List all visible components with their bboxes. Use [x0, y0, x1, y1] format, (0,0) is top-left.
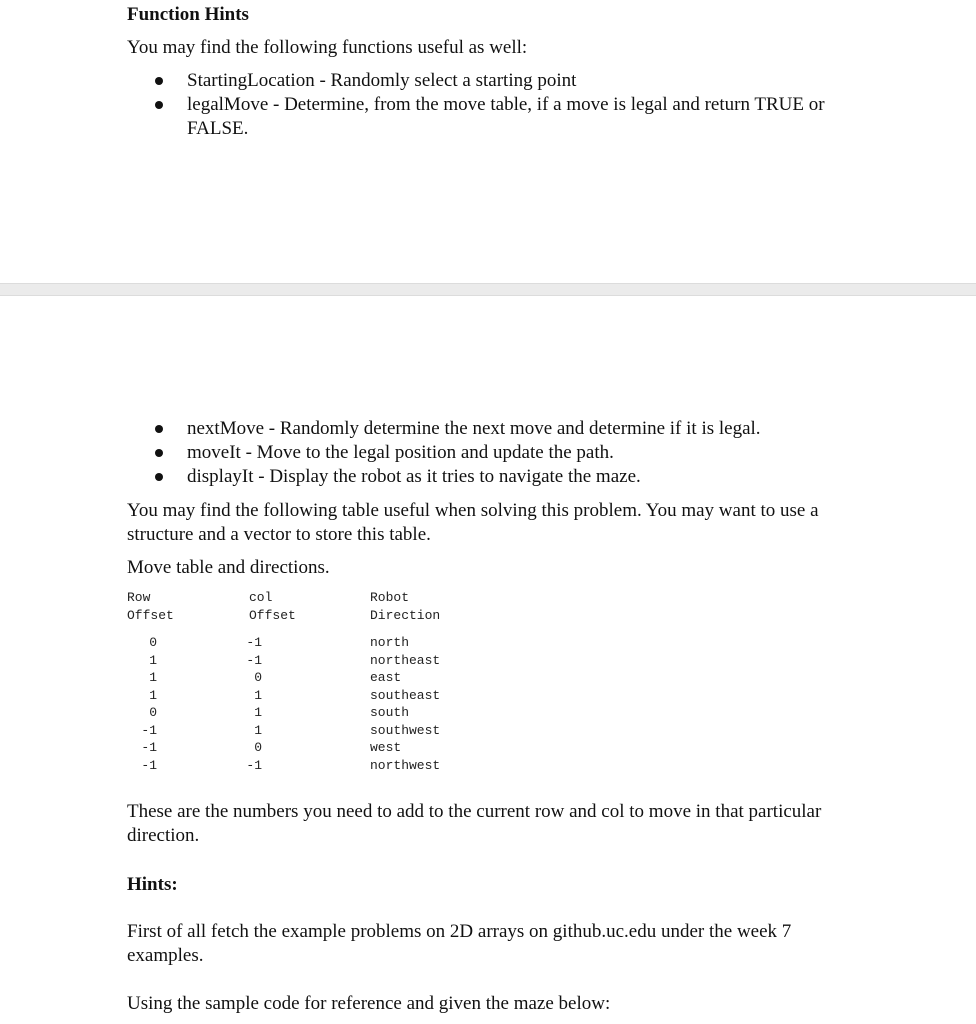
table-cell: -1 — [141, 722, 157, 738]
bullet-icon — [155, 77, 163, 85]
document-page-1 — [0, 0, 976, 283]
function-list-1 — [127, 69, 867, 141]
document-page-2 — [0, 296, 976, 1024]
function-list-2 — [127, 417, 867, 489]
hint-paragraph-2: Using the sample code for reference and given the maze below: — [127, 993, 611, 1014]
table-cell: east — [370, 670, 402, 685]
col-offset-column — [232, 634, 262, 774]
list-item: displayIt - Display the robot as it tries to navigate the maze. — [127, 465, 867, 489]
direction-column — [370, 634, 440, 774]
table-cell: 1 — [254, 705, 262, 720]
bullet-icon — [155, 425, 163, 433]
col-offset-header: col Offset — [249, 590, 296, 623]
table-cell: north — [370, 635, 410, 650]
function-hints-heading: Function Hints — [127, 4, 249, 25]
intro-paragraph: You may find the following functions useful as well: — [127, 37, 528, 58]
row-offset-header: Row Offset — [127, 590, 174, 623]
list-item: nextMove - Randomly determine the next move and determine if it is legal. — [127, 417, 867, 441]
list-item: StartingLocation - Randomly select a starting point — [127, 69, 867, 93]
table-cell: south — [370, 705, 410, 720]
table-cell: 0 — [149, 705, 157, 720]
table-cell: -1 — [246, 652, 262, 668]
table-cell: 0 — [149, 635, 157, 650]
table-cell: 0 — [254, 740, 262, 755]
table-cell: northwest — [370, 757, 441, 773]
table-cell: -1 — [141, 740, 157, 755]
bullet-icon — [155, 101, 163, 109]
list-item: legalMove - Determine, from the move table, if a move is legal and return TRUE or FALSE. — [127, 93, 867, 141]
table-cell: -1 — [141, 757, 157, 773]
table-cell: southwest — [370, 722, 441, 738]
hint-paragraph-1: First of all fetch the example problems on 2D arrays on github.uc.edu under the week 7 examples. — [127, 921, 792, 966]
table-cell: 1 — [149, 670, 157, 685]
table-cell: -1 — [246, 635, 262, 650]
table-cell: -1 — [246, 757, 262, 773]
after-table-paragraph: These are the numbers you need to add to the current row and col to move in that particular direction. — [127, 801, 822, 846]
table-cell: 0 — [254, 670, 262, 685]
bullet-icon — [155, 449, 163, 457]
row-offset-column — [127, 634, 157, 774]
direction-header: Robot Direction — [370, 590, 441, 623]
table-intro-paragraph: You may find the following table useful when solving this problem. You may want to use a structure and a vector to store this table. — [127, 500, 819, 545]
page-separator — [0, 283, 976, 296]
table-cell: 1 — [149, 687, 157, 703]
list-item: moveIt - Move to the legal position and update the path. — [127, 441, 867, 465]
table-cell: west — [370, 740, 402, 755]
table-cell: 1 — [254, 722, 262, 738]
table-cell: 1 — [149, 652, 157, 668]
hints-heading: Hints: — [127, 874, 178, 895]
table-cell: northeast — [370, 652, 441, 668]
table-cell: 1 — [254, 687, 262, 703]
table-title: Move table and directions. — [127, 557, 330, 578]
table-cell: southeast — [370, 687, 441, 703]
bullet-icon — [155, 473, 163, 481]
